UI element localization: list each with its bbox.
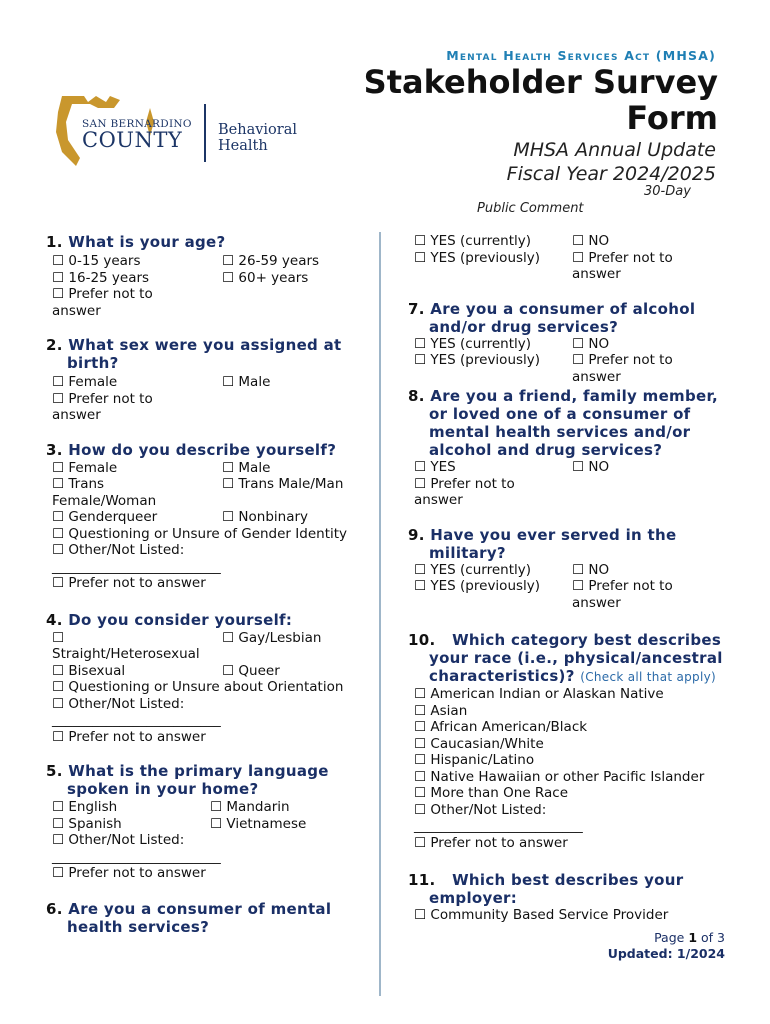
question-10: 10. Which category best describes your race (i.e., physical/ancestral characteristics)? (Check all that apply) (408, 631, 723, 685)
question-1-options (46, 253, 368, 319)
question-8-options (408, 459, 728, 509)
question-7-options (408, 336, 728, 386)
option-gender-genderqueer[interactable]: ☐ Genderqueer (52, 509, 158, 525)
right-column (408, 233, 728, 924)
option-age-16-25[interactable]: ☐ 16-25 years (52, 269, 150, 286)
option-friend-yes[interactable]: ☐ YES (414, 459, 456, 475)
question-10-options (408, 686, 728, 851)
page-number: Page 1 of 3 (654, 930, 725, 945)
option-gender-male[interactable]: ☐ Male (222, 459, 271, 476)
option-age-prefer-not[interactable]: ☐ Prefer not to answer (52, 286, 153, 319)
option-gender-nonbinary[interactable]: ☐ Nonbinary (222, 509, 309, 525)
question-1: 1. What is your age? (46, 233, 226, 251)
page-title: Stakeholder Survey Form (363, 63, 718, 137)
option-language-english[interactable]: ☐ English (52, 799, 118, 815)
option-mh-no[interactable]: ☐ NO (572, 233, 610, 249)
question-8: 8. Are you a friend, family member, or loved one of a consumer of mental health services and/or alcohol and drug services? (408, 387, 718, 459)
option-sud-prefer-not[interactable]: ☐ Prefer not to answer (572, 352, 673, 385)
question-9-options (408, 562, 728, 612)
option-friend-no[interactable]: ☐ NO (572, 459, 610, 475)
question-2-options (46, 374, 368, 424)
logo (50, 92, 350, 172)
updated-date: Updated: 1/2024 (607, 946, 725, 961)
page-subtitle: MHSA Annual Update Fiscal Year 2024/2025 (506, 139, 716, 185)
option-age-60-plus[interactable]: ☐ 60+ years (222, 269, 309, 286)
option-orientation-bisexual[interactable]: ☐ Bisexual (52, 662, 126, 679)
question-3-options (46, 460, 368, 592)
logo-line2: COUNTY (82, 128, 183, 152)
option-orientation-prefer-not[interactable]: ☐ Prefer not to answer (52, 728, 206, 745)
option-sex-female[interactable]: ☐ Female (52, 374, 118, 390)
option-military-yes-current[interactable]: ☐ YES (currently) (414, 561, 532, 578)
option-mh-yes-current[interactable]: ☐ YES (currently) (414, 233, 532, 249)
left-column (46, 233, 368, 936)
option-race-black[interactable]: ☐ African American/Black (414, 719, 588, 735)
question-10-hint: (Check all that apply) (580, 670, 716, 684)
option-age-0-15[interactable]: ☐ 0-15 years (52, 253, 141, 269)
option-sex-male[interactable]: ☐ Male (222, 374, 271, 390)
language-other-blank[interactable]: _________________________ (52, 848, 221, 865)
question-11-options (408, 907, 728, 924)
column-divider (379, 232, 381, 996)
option-race-asian[interactable]: ☐ Asian (414, 702, 468, 719)
option-race-multiple[interactable]: ☐ More than One Race (414, 785, 568, 801)
option-military-prefer-not[interactable]: ☐ Prefer not to answer (572, 578, 673, 611)
option-language-spanish[interactable]: ☐ Spanish (52, 815, 122, 832)
question-4-options (46, 630, 368, 746)
question-11: 11. Which best describes your employer: (408, 871, 684, 907)
question-5-options (46, 799, 368, 882)
option-gender-trans-female[interactable]: ☐ Trans Female/Woman (52, 476, 157, 509)
option-race-native-american[interactable]: ☐ American Indian or Alaskan Native (414, 686, 664, 702)
option-gender-prefer-not[interactable]: ☐ Prefer not to answer (52, 575, 206, 591)
program-label: Mental Health Services Act (MHSA) (446, 48, 716, 63)
option-orientation-queer[interactable]: ☐ Queer (222, 662, 280, 679)
option-mh-prefer-not[interactable]: ☐ Prefer not to answer (572, 249, 673, 282)
logo-dept: Behavioral Health (218, 122, 297, 154)
option-sud-no[interactable]: ☐ NO (572, 335, 610, 352)
option-race-other[interactable]: ☐ Other/Not Listed: (414, 801, 547, 818)
question-5: 5. What is the primary language spoken in your home? (46, 762, 329, 798)
option-language-mandarin[interactable]: ☐ Mandarin (210, 799, 290, 815)
comment-period-line1: 30-Day (644, 184, 691, 199)
option-mh-yes-previous[interactable]: ☐ YES (previously) (414, 249, 541, 266)
option-employer-cbo[interactable]: ☐ Community Based Service Provider (414, 907, 669, 923)
logo-line1: SAN BERNARDINO (82, 118, 192, 130)
question-6: 6. Are you a consumer of mental health services? (46, 899, 332, 936)
option-language-vietnamese[interactable]: ☐ Vietnamese (210, 815, 307, 832)
option-language-other[interactable]: ☐ Other/Not Listed: (52, 832, 185, 848)
option-sud-yes-current[interactable]: ☐ YES (currently) (414, 335, 532, 352)
option-orientation-straight[interactable]: ☐ Straight/Heterosexual (52, 629, 200, 662)
option-gender-trans-male[interactable]: ☐ Trans Male/Man (222, 476, 344, 492)
question-3: 3. How do you describe yourself? (46, 440, 337, 459)
race-other-blank[interactable]: _________________________ (414, 818, 583, 834)
option-gender-female[interactable]: ☐ Female (52, 459, 118, 476)
option-sud-yes-previous[interactable]: ☐ YES (previously) (414, 352, 541, 368)
comment-period-line2: Public Comment (477, 201, 584, 216)
option-race-hispanic[interactable]: ☐ Hispanic/Latino (414, 752, 535, 768)
logo-divider (204, 104, 206, 162)
option-friend-prefer-not[interactable]: ☐ Prefer not to answer (414, 475, 515, 508)
option-race-white[interactable]: ☐ Caucasian/White (414, 735, 544, 752)
option-race-prefer-not[interactable]: ☐ Prefer not to answer (414, 834, 568, 851)
question-2: 2. What sex were you assigned at birth? (46, 336, 342, 372)
option-military-yes-previous[interactable]: ☐ YES (previously) (414, 578, 541, 594)
question-6-options (408, 233, 728, 283)
gender-other-blank[interactable]: _________________________ (52, 558, 221, 575)
option-language-prefer-not[interactable]: ☐ Prefer not to answer (52, 865, 206, 881)
option-orientation-gay[interactable]: ☐ Gay/Lesbian (222, 629, 322, 646)
option-orientation-questioning[interactable]: ☐ Questioning or Unsure about Orientation (52, 679, 344, 695)
option-sex-prefer-not[interactable]: ☐ Prefer not to answer (52, 390, 153, 423)
question-7: 7. Are you a consumer of alcohol and/or drug services? (408, 299, 696, 336)
option-military-no[interactable]: ☐ NO (572, 561, 610, 578)
question-4: 4. Do you consider yourself: (46, 610, 293, 629)
option-age-26-59[interactable]: ☐ 26-59 years (222, 253, 320, 269)
question-9: 9. Have you ever served in the military? (408, 525, 677, 562)
option-gender-questioning[interactable]: ☐ Questioning or Unsure of Gender Identity (52, 525, 348, 542)
orientation-other-blank[interactable]: _________________________ (52, 712, 221, 728)
option-orientation-other[interactable]: ☐ Other/Not Listed: (52, 695, 185, 712)
option-gender-other[interactable]: ☐ Other/Not Listed: (52, 542, 185, 558)
option-race-pacific-islander[interactable]: ☐ Native Hawaiian or other Pacific Islander (414, 768, 705, 785)
